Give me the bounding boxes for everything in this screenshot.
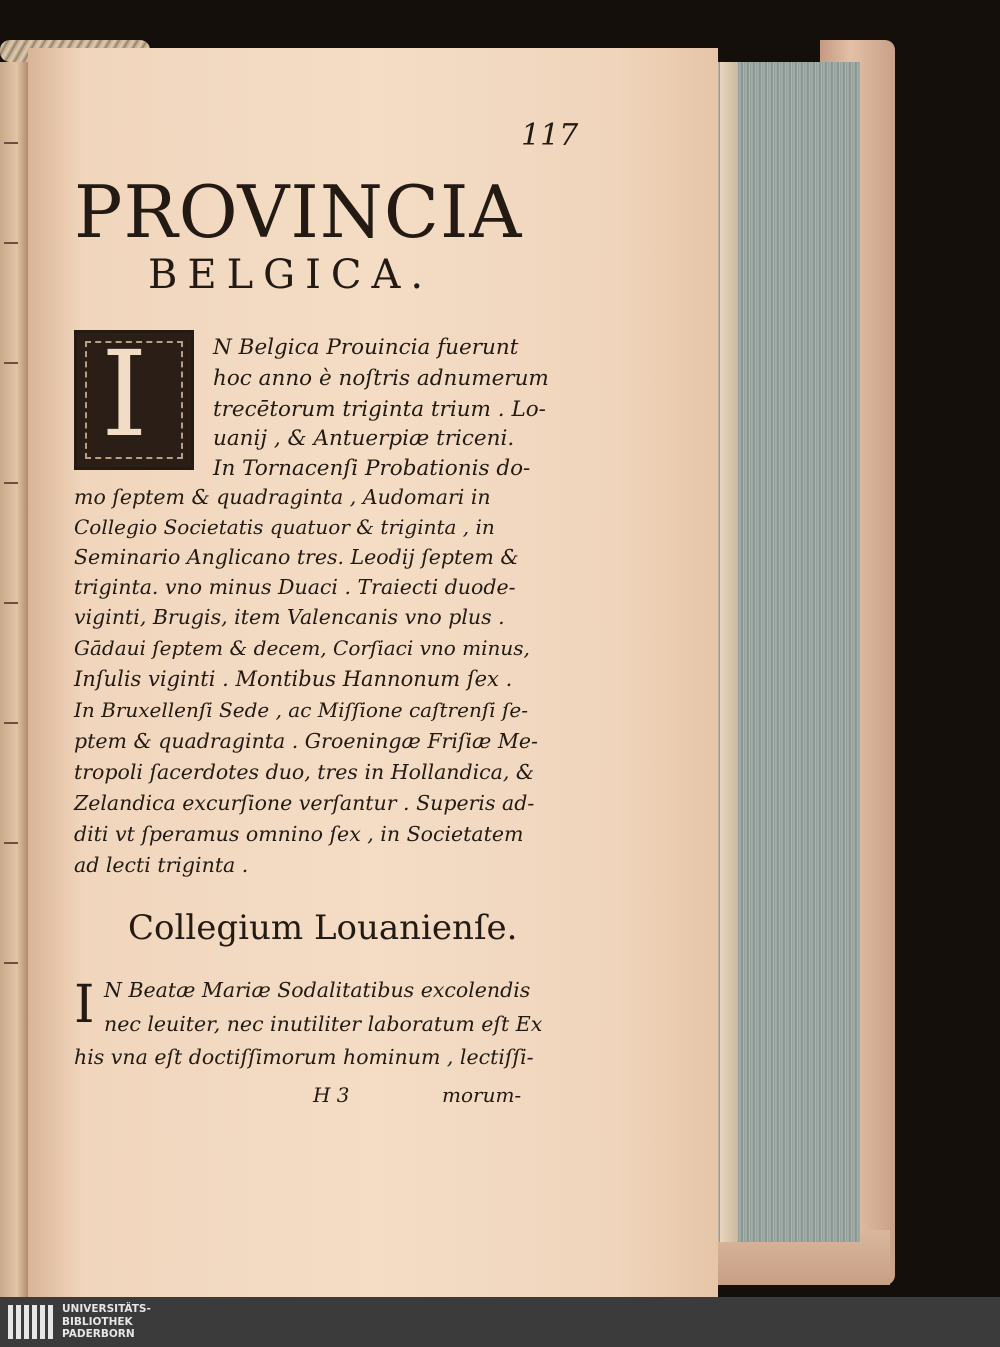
library-footer [0, 1297, 1000, 1347]
page-title: PROVINCIA [74, 170, 523, 254]
decorated-initial-letter: I [101, 325, 148, 463]
section-heading: Collegium Louanienſe. [128, 908, 518, 948]
body-line: N Belgica Prouincia fuerunt [213, 335, 519, 360]
library-name-line: UNIVERSITÄTS- [62, 1303, 151, 1315]
body-line: triginta. vno minus Duaci . Traiecti duode- [74, 575, 516, 599]
library-name-line: PADERBORN [62, 1328, 135, 1340]
body-line: Inſulis viginti . Montibus Hannonum ſex . [74, 667, 513, 691]
body-line: trecētorum triginta trium . Lo- [213, 397, 546, 422]
body-line: viginti, Brugis, item Valencanis vno plus . [74, 605, 505, 629]
body-line: tropoli ſacerdotes duo, tres in Hollandica, & [74, 760, 535, 784]
body-line: uanij , & Antuerpiæ triceni. [213, 426, 515, 451]
decorated-initial [74, 325, 194, 470]
body-line: ad lecti triginta . [74, 853, 249, 877]
body-line: In Tornacenſi Probationis do- [213, 456, 531, 481]
page-number: 117 [521, 118, 579, 153]
left-page-edge [0, 62, 28, 1297]
page-subtitle: BELGICA. [148, 252, 434, 298]
signature-mark: H 3 [313, 1083, 350, 1107]
body-line: nec leuiter, nec inutiliter laboratum eſt Ex [104, 1012, 543, 1036]
body-line: Collegio Societatis quatuor & triginta , in [74, 515, 495, 539]
body-line: mo ſeptem & quadraginta , Audomari in [74, 485, 491, 509]
body-line: In Bruxellenſi Sede , ac Miſſione caſtrenſi ſe- [74, 698, 528, 722]
library-logo-icon [8, 1305, 53, 1339]
body-line: Seminario Anglicano tres. Leodij ſeptem & [74, 545, 519, 569]
body-line: Gādaui ſeptem & decem, Corſiaci vno minus, [74, 636, 530, 660]
body-line: his vna eſt doctiſſimorum hominum , lectiſſi- [74, 1045, 534, 1069]
library-name [62, 1303, 151, 1341]
body-line: Zelandica excurſione verſantur . Superis ad- [74, 791, 535, 815]
body-line: N Beatæ Mariæ Sodalitatibus excolendis [104, 978, 531, 1002]
section-initial: I [74, 975, 95, 1035]
library-name-line: BIBLIOTHEK [62, 1315, 133, 1328]
body-line: hoc anno è noſtris adnumerum [213, 366, 549, 391]
body-line: ptem & quadraginta . Groeningæ Friſiæ Me- [74, 729, 538, 753]
body-line: diti vt ſperamus omnino ſex , in Societatem [74, 822, 524, 846]
catchword: morum- [442, 1083, 522, 1107]
